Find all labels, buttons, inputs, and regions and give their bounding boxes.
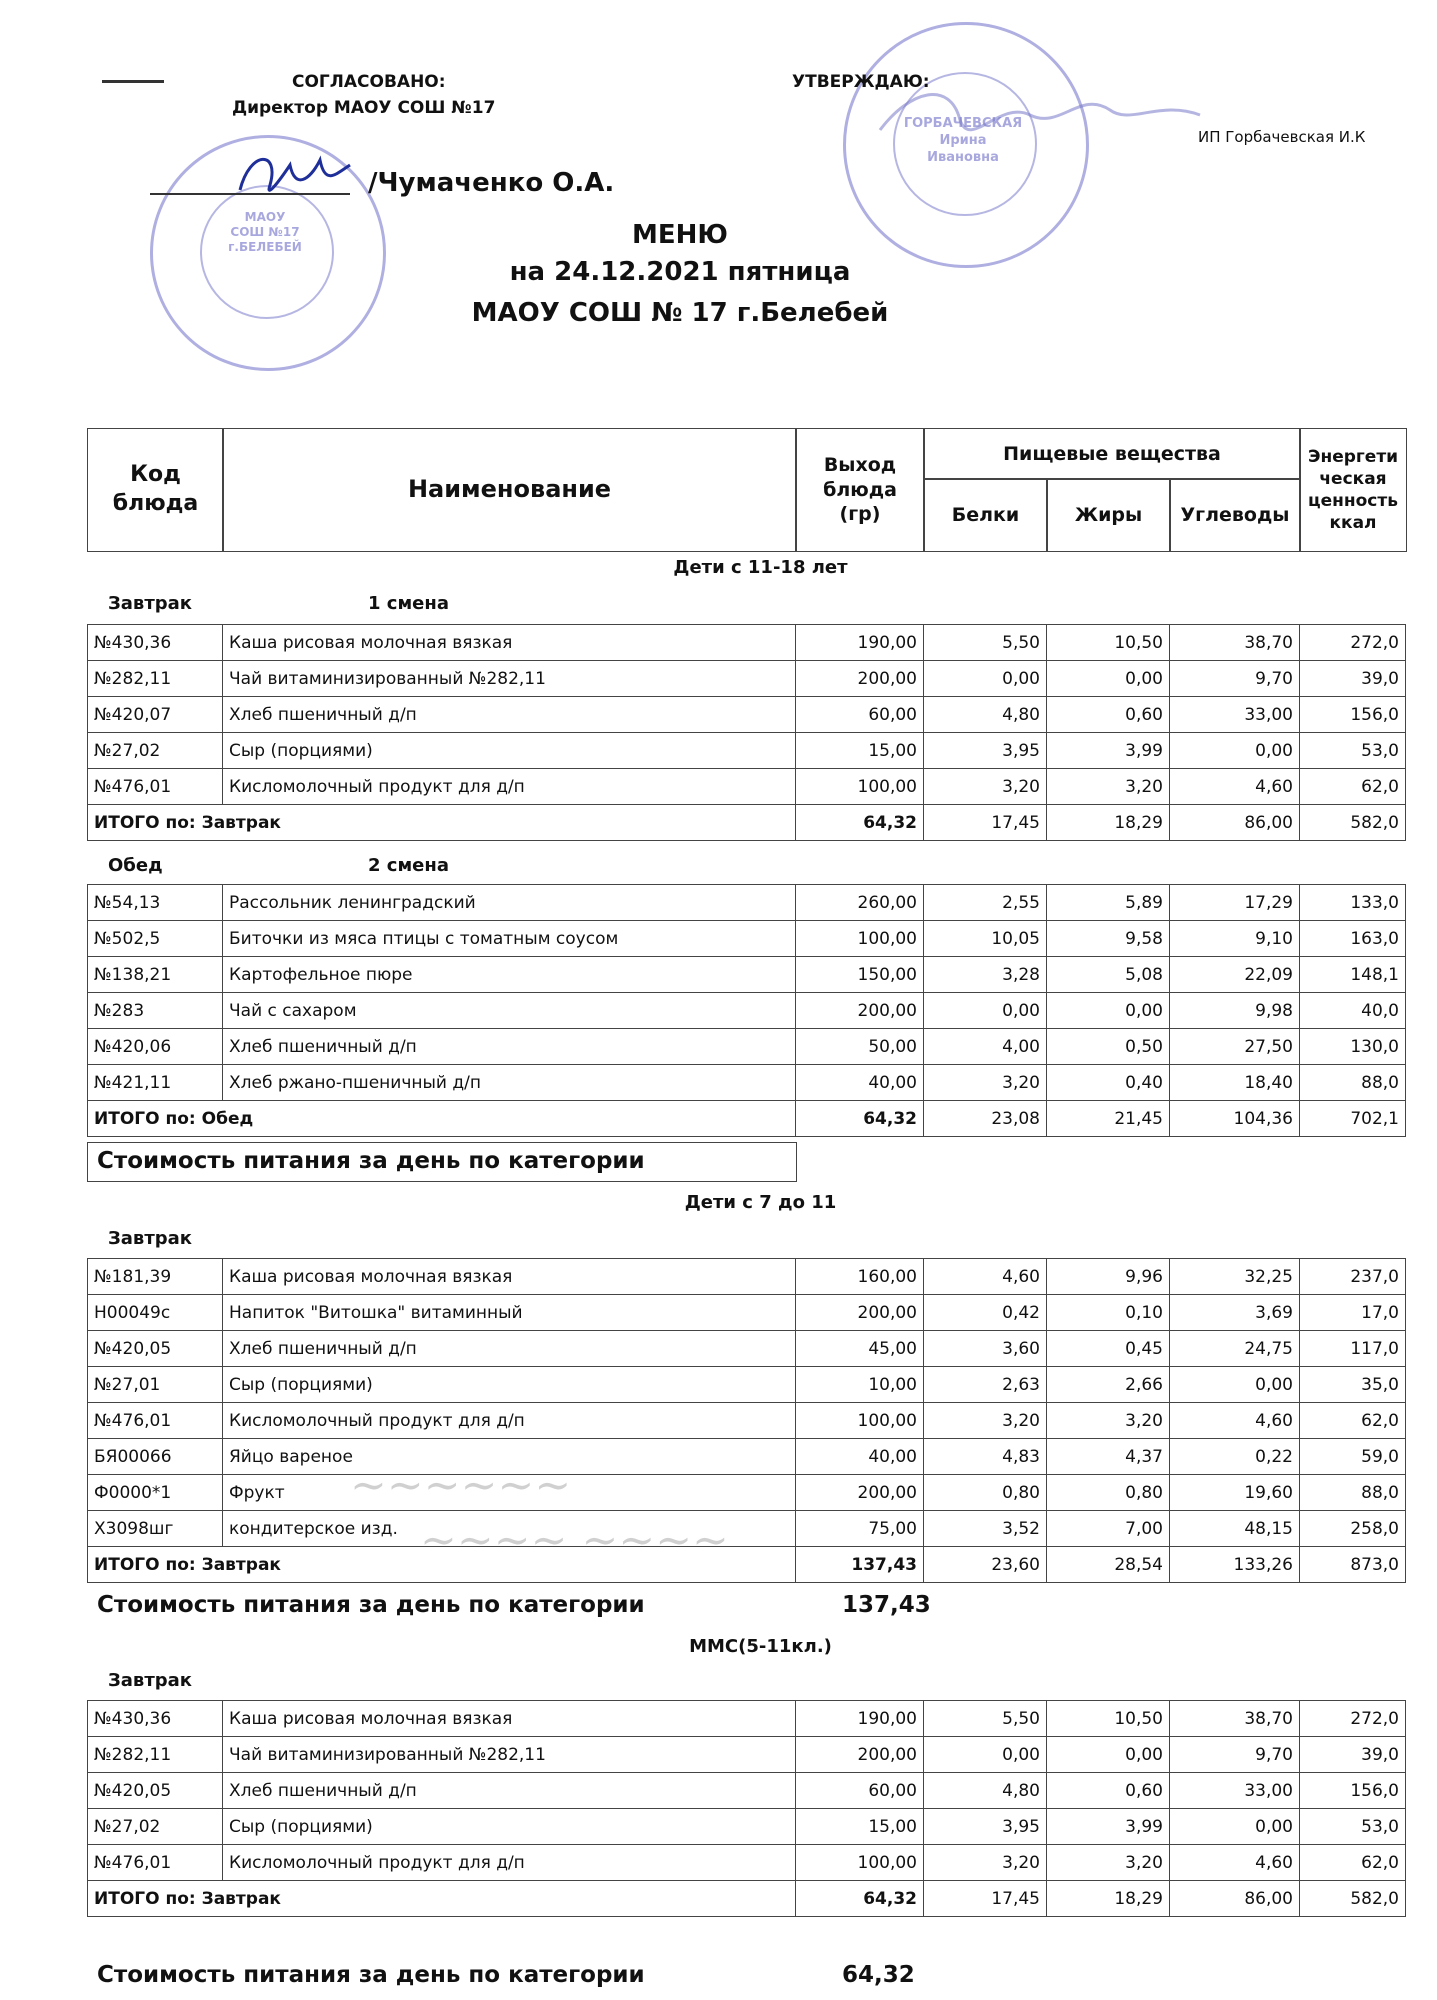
dish-fat: 9,58 — [1047, 921, 1170, 957]
dish-code: №476,01 — [88, 1403, 223, 1439]
dish-protein: 3,20 — [924, 1065, 1047, 1101]
dish-name: Сыр (порциями) — [223, 733, 796, 769]
dish-code: №430,36 — [88, 1701, 223, 1737]
dish-yield: 40,00 — [796, 1065, 924, 1101]
dish-code: №54,13 — [88, 885, 223, 921]
dish-protein: 3,95 — [924, 733, 1047, 769]
dish-yield: 10,00 — [796, 1367, 924, 1403]
meal-shift: 1 смена — [368, 593, 449, 614]
left-dash — [102, 80, 164, 83]
total-kcal: 582,0 — [1300, 1881, 1406, 1917]
col-header-energy: Энергети ческая ценность ккал — [1299, 428, 1407, 552]
dish-protein: 5,50 — [924, 1701, 1047, 1737]
table-row — [88, 1259, 1406, 1295]
dish-yield: 45,00 — [796, 1331, 924, 1367]
table-row — [88, 1331, 1406, 1367]
dish-protein: 4,83 — [924, 1439, 1047, 1475]
total-protein: 23,08 — [924, 1101, 1047, 1137]
table-row — [88, 885, 1406, 921]
table-row — [88, 1475, 1406, 1511]
table-row — [88, 1367, 1406, 1403]
school-stamp-text: МАОУ СОШ №17 г.БЕЛЕБЕЙ — [228, 210, 302, 254]
total-label: ИТОГО по: Завтрак — [88, 1547, 796, 1583]
total-kcal: 582,0 — [1300, 805, 1406, 841]
dish-carbs: 38,70 — [1170, 625, 1300, 661]
entrepreneur-stamp-text: ГОРБАЧЕВСКАЯ Ирина Ивановна — [903, 116, 1023, 165]
dish-protein: 10,05 — [924, 921, 1047, 957]
dish-kcal: 88,0 — [1300, 1475, 1406, 1511]
dish-carbs: 3,69 — [1170, 1295, 1300, 1331]
dish-carbs: 0,00 — [1170, 1367, 1300, 1403]
dish-name: Хлеб ржано-пшеничный д/п — [223, 1065, 796, 1101]
cost-value: 137,43 — [842, 1592, 931, 1618]
dish-protein: 0,00 — [924, 993, 1047, 1029]
dish-carbs: 9,98 — [1170, 993, 1300, 1029]
dish-name: Каша рисовая молочная вязкая — [223, 1259, 796, 1295]
dish-protein: 2,55 — [924, 885, 1047, 921]
dish-carbs: 0,22 — [1170, 1439, 1300, 1475]
total-kcal: 873,0 — [1300, 1547, 1406, 1583]
total-protein: 23,60 — [924, 1547, 1047, 1583]
dish-code: №27,01 — [88, 1367, 223, 1403]
dish-kcal: 39,0 — [1300, 1737, 1406, 1773]
dish-carbs: 27,50 — [1170, 1029, 1300, 1065]
dish-carbs: 9,70 — [1170, 1737, 1300, 1773]
entrepreneur-signature — [870, 70, 1230, 160]
dish-fat: 0,00 — [1047, 1737, 1170, 1773]
dish-kcal: 237,0 — [1300, 1259, 1406, 1295]
dish-yield: 75,00 — [796, 1511, 924, 1547]
dish-name: Хлеб пшеничный д/п — [223, 1029, 796, 1065]
table-row — [88, 921, 1406, 957]
dish-code: №430,36 — [88, 625, 223, 661]
dish-yield: 200,00 — [796, 661, 924, 697]
total-fat: 21,45 — [1047, 1101, 1170, 1137]
dish-kcal: 130,0 — [1300, 1029, 1406, 1065]
dish-kcal: 133,0 — [1300, 885, 1406, 921]
dish-name: Картофельное пюре — [223, 957, 796, 993]
dish-yield: 150,00 — [796, 957, 924, 993]
dish-code: №420,06 — [88, 1029, 223, 1065]
dish-name: Кисломолочный продукт для д/п — [223, 1403, 796, 1439]
dish-fat: 5,08 — [1047, 957, 1170, 993]
menu-table — [87, 1258, 1406, 1583]
dish-name: Каша рисовая молочная вязкая — [223, 1701, 796, 1737]
dish-carbs: 4,60 — [1170, 1845, 1300, 1881]
dish-yield: 15,00 — [796, 1809, 924, 1845]
dish-fat: 0,50 — [1047, 1029, 1170, 1065]
dish-yield: 40,00 — [796, 1439, 924, 1475]
dish-code: №421,11 — [88, 1065, 223, 1101]
director-signature — [220, 140, 360, 210]
total-label: ИТОГО по: Обед — [88, 1101, 796, 1137]
dish-fat: 10,50 — [1047, 1701, 1170, 1737]
table-row — [88, 1439, 1406, 1475]
dish-kcal: 39,0 — [1300, 661, 1406, 697]
meal-label: Завтрак — [108, 593, 193, 614]
dish-carbs: 0,00 — [1170, 733, 1300, 769]
dish-fat: 3,20 — [1047, 1845, 1170, 1881]
dish-fat: 3,20 — [1047, 769, 1170, 805]
menu-date: на 24.12.2021 пятница — [509, 257, 851, 287]
dish-yield: 100,00 — [796, 1403, 924, 1439]
total-label: ИТОГО по: Завтрак — [88, 1881, 796, 1917]
dish-protein: 3,52 — [924, 1511, 1047, 1547]
dish-name: Хлеб пшеничный д/п — [223, 1773, 796, 1809]
table-row — [88, 1737, 1406, 1773]
dish-carbs: 32,25 — [1170, 1259, 1300, 1295]
dish-kcal: 53,0 — [1300, 733, 1406, 769]
dish-name: Биточки из мяса птицы с томатным соусом — [223, 921, 796, 957]
dish-yield: 60,00 — [796, 697, 924, 733]
dish-yield: 100,00 — [796, 921, 924, 957]
dish-code: №138,21 — [88, 957, 223, 993]
dish-fat: 0,45 — [1047, 1331, 1170, 1367]
dish-carbs: 18,40 — [1170, 1065, 1300, 1101]
dish-yield: 190,00 — [796, 625, 924, 661]
total-kcal: 702,1 — [1300, 1101, 1406, 1137]
dish-code: №420,07 — [88, 697, 223, 733]
dish-fat: 0,80 — [1047, 1475, 1170, 1511]
director-name: /Чумаченко О.А. — [368, 168, 615, 198]
dish-yield: 200,00 — [796, 993, 924, 1029]
table-row — [88, 957, 1406, 993]
dish-kcal: 35,0 — [1300, 1367, 1406, 1403]
dish-fat: 3,99 — [1047, 733, 1170, 769]
cost-label: Стоимость питания за день по категории — [97, 1148, 645, 1174]
dish-protein: 0,00 — [924, 1737, 1047, 1773]
menu-title: МЕНЮ — [632, 220, 728, 250]
dish-name: Чай с сахаром — [223, 993, 796, 1029]
dish-carbs: 33,00 — [1170, 1773, 1300, 1809]
dish-protein: 2,63 — [924, 1367, 1047, 1403]
dish-fat: 0,60 — [1047, 1773, 1170, 1809]
dish-carbs: 9,70 — [1170, 661, 1300, 697]
dish-carbs: 4,60 — [1170, 769, 1300, 805]
meal-label: Завтрак — [108, 1670, 193, 1691]
dish-code: Ф0000*1 — [88, 1475, 223, 1511]
dish-kcal: 53,0 — [1300, 1809, 1406, 1845]
dish-name: Кисломолочный продукт для д/п — [223, 1845, 796, 1881]
table-row — [88, 993, 1406, 1029]
table-row — [88, 769, 1406, 805]
dish-carbs: 9,10 — [1170, 921, 1300, 957]
dish-fat: 5,89 — [1047, 885, 1170, 921]
dish-yield: 160,00 — [796, 1259, 924, 1295]
dish-yield: 200,00 — [796, 1295, 924, 1331]
dish-fat: 0,00 — [1047, 993, 1170, 1029]
dish-fat: 3,99 — [1047, 1809, 1170, 1845]
col-header-protein: Белки — [923, 478, 1048, 552]
dish-fat: 3,20 — [1047, 1403, 1170, 1439]
cost-value: 64,32 — [842, 1962, 915, 1988]
dish-kcal: 156,0 — [1300, 697, 1406, 733]
approved-label: СОГЛАСОВАНО: — [292, 72, 446, 92]
total-cost: 64,32 — [796, 1101, 924, 1137]
dish-carbs: 4,60 — [1170, 1403, 1300, 1439]
dish-carbs: 22,09 — [1170, 957, 1300, 993]
dish-kcal: 258,0 — [1300, 1511, 1406, 1547]
dish-kcal: 62,0 — [1300, 1403, 1406, 1439]
dish-name: Яйцо вареное — [223, 1439, 796, 1475]
dish-kcal: 117,0 — [1300, 1331, 1406, 1367]
dish-code: №27,02 — [88, 733, 223, 769]
dish-code: №27,02 — [88, 1809, 223, 1845]
dish-kcal: 148,1 — [1300, 957, 1406, 993]
meal-label: Завтрак — [108, 1228, 193, 1249]
dish-code: №476,01 — [88, 1845, 223, 1881]
dish-fat: 9,96 — [1047, 1259, 1170, 1295]
dish-kcal: 62,0 — [1300, 769, 1406, 805]
dish-carbs: 33,00 — [1170, 697, 1300, 733]
col-header-nutrients: Пищевые вещества — [923, 428, 1301, 480]
total-protein: 17,45 — [924, 805, 1047, 841]
table-row — [88, 697, 1406, 733]
dish-protein: 4,00 — [924, 1029, 1047, 1065]
dish-yield: 200,00 — [796, 1737, 924, 1773]
total-carbs: 86,00 — [1170, 1881, 1300, 1917]
dish-code: Н00049с — [88, 1295, 223, 1331]
total-cost: 137,43 — [796, 1547, 924, 1583]
meal-shift: 2 смена — [368, 855, 449, 876]
dish-name: Сыр (порциями) — [223, 1367, 796, 1403]
dish-kcal: 88,0 — [1300, 1065, 1406, 1101]
dish-name: Хлеб пшеничный д/п — [223, 697, 796, 733]
col-header-name: Наименование — [222, 428, 797, 552]
dish-fat: 0,00 — [1047, 661, 1170, 697]
dish-protein: 0,00 — [924, 661, 1047, 697]
dish-yield: 50,00 — [796, 1029, 924, 1065]
total-cost: 64,32 — [796, 805, 924, 841]
table-row — [88, 1701, 1406, 1737]
total-carbs: 86,00 — [1170, 805, 1300, 841]
table-row — [88, 1511, 1406, 1547]
table-row — [88, 1773, 1406, 1809]
col-header-carbs: Углеводы — [1169, 478, 1301, 552]
table-row — [88, 1065, 1406, 1101]
handwriting-scribble-2: ~~~~ ~~~~ — [420, 1515, 729, 1566]
table-row — [88, 733, 1406, 769]
dish-kcal: 40,0 — [1300, 993, 1406, 1029]
dish-protein: 0,80 — [924, 1475, 1047, 1511]
total-carbs: 133,26 — [1170, 1547, 1300, 1583]
cost-box — [87, 1142, 797, 1182]
total-row — [88, 1547, 1406, 1583]
dish-fat: 0,10 — [1047, 1295, 1170, 1331]
table-row — [88, 1809, 1406, 1845]
dish-name: Сыр (порциями) — [223, 1809, 796, 1845]
dish-name: Фрукт — [223, 1475, 796, 1511]
dish-code: №420,05 — [88, 1331, 223, 1367]
dish-code: №282,11 — [88, 1737, 223, 1773]
total-carbs: 104,36 — [1170, 1101, 1300, 1137]
dish-kcal: 156,0 — [1300, 1773, 1406, 1809]
dish-name: Каша рисовая молочная вязкая — [223, 625, 796, 661]
dish-protein: 4,60 — [924, 1259, 1047, 1295]
dish-yield: 15,00 — [796, 733, 924, 769]
menu-school: МАОУ СОШ № 17 г.Белебей — [471, 298, 889, 328]
dish-fat: 7,00 — [1047, 1511, 1170, 1547]
dish-kcal: 17,0 — [1300, 1295, 1406, 1331]
table-row — [88, 1845, 1406, 1881]
dish-carbs: 48,15 — [1170, 1511, 1300, 1547]
total-fat: 18,29 — [1047, 805, 1170, 841]
dish-code: Х3098шг — [88, 1511, 223, 1547]
dish-yield: 100,00 — [796, 1845, 924, 1881]
col-header-fat: Жиры — [1046, 478, 1171, 552]
table-row — [88, 1029, 1406, 1065]
dish-protein: 0,42 — [924, 1295, 1047, 1331]
dish-name: Кисломолочный продукт для д/п — [223, 769, 796, 805]
col-header-yield: Выход блюда (гр) — [795, 428, 925, 552]
dish-fat: 0,40 — [1047, 1065, 1170, 1101]
table-row — [88, 625, 1406, 661]
dish-fat: 0,60 — [1047, 697, 1170, 733]
dish-code: №181,39 — [88, 1259, 223, 1295]
dish-name: кондитерское изд. — [223, 1511, 796, 1547]
total-label: ИТОГО по: Завтрак — [88, 805, 796, 841]
dish-protein: 5,50 — [924, 625, 1047, 661]
dish-protein: 3,28 — [924, 957, 1047, 993]
cost-label: Стоимость питания за день по категории — [97, 1962, 645, 1988]
dish-protein: 3,95 — [924, 1809, 1047, 1845]
total-fat: 28,54 — [1047, 1547, 1170, 1583]
dish-name: Чай витаминизированный №282,11 — [223, 1737, 796, 1773]
dish-carbs: 17,29 — [1170, 885, 1300, 921]
dish-code: №476,01 — [88, 769, 223, 805]
dish-kcal: 59,0 — [1300, 1439, 1406, 1475]
total-row — [88, 805, 1406, 841]
col-header-code: Код блюда — [87, 428, 224, 552]
meal-label: Обед — [108, 855, 163, 876]
cost-label: Стоимость питания за день по категории — [97, 1592, 645, 1618]
total-row — [88, 1881, 1406, 1917]
dish-kcal: 62,0 — [1300, 1845, 1406, 1881]
dish-protein: 4,80 — [924, 1773, 1047, 1809]
dish-protein: 3,20 — [924, 1403, 1047, 1439]
section-title: ММС(5-11кл.) — [689, 1636, 832, 1657]
dish-protein: 4,80 — [924, 697, 1047, 733]
dish-yield: 260,00 — [796, 885, 924, 921]
section-title: Дети с 11-18 лет — [673, 557, 848, 578]
dish-protein: 3,20 — [924, 1845, 1047, 1881]
dish-fat: 4,37 — [1047, 1439, 1170, 1475]
dish-code: №420,05 — [88, 1773, 223, 1809]
dish-carbs: 19,60 — [1170, 1475, 1300, 1511]
dish-kcal: 272,0 — [1300, 1701, 1406, 1737]
dish-name: Чай витаминизированный №282,11 — [223, 661, 796, 697]
menu-table — [87, 884, 1406, 1137]
dish-code: №283 — [88, 993, 223, 1029]
dish-yield: 200,00 — [796, 1475, 924, 1511]
dish-code: №502,5 — [88, 921, 223, 957]
handwriting-scribble-1: ~~~~~~ — [350, 1460, 572, 1511]
dish-yield: 190,00 — [796, 1701, 924, 1737]
dish-kcal: 163,0 — [1300, 921, 1406, 957]
dish-yield: 100,00 — [796, 769, 924, 805]
director-label: Директор МАОУ СОШ №17 — [232, 98, 496, 118]
total-cost: 64,32 — [796, 1881, 924, 1917]
section-title: Дети с 7 до 11 — [684, 1192, 837, 1213]
dish-carbs: 24,75 — [1170, 1331, 1300, 1367]
dish-fat: 2,66 — [1047, 1367, 1170, 1403]
dish-protein: 3,60 — [924, 1331, 1047, 1367]
dish-code: №282,11 — [88, 661, 223, 697]
dish-kcal: 272,0 — [1300, 625, 1406, 661]
dish-protein: 3,20 — [924, 769, 1047, 805]
dish-code: БЯ00066 — [88, 1439, 223, 1475]
total-protein: 17,45 — [924, 1881, 1047, 1917]
table-row — [88, 1295, 1406, 1331]
dish-name: Хлеб пшеничный д/п — [223, 1331, 796, 1367]
table-row — [88, 1403, 1406, 1439]
dish-yield: 60,00 — [796, 1773, 924, 1809]
total-fat: 18,29 — [1047, 1881, 1170, 1917]
confirm-label: УТВЕРЖДАЮ: — [792, 72, 930, 92]
dish-carbs: 38,70 — [1170, 1701, 1300, 1737]
dish-name: Напиток "Витошка" витаминный — [223, 1295, 796, 1331]
menu-table — [87, 1700, 1406, 1917]
confirm-name: ИП Горбачевская И.К — [1198, 128, 1366, 146]
dish-carbs: 0,00 — [1170, 1809, 1300, 1845]
menu-table — [87, 624, 1406, 841]
dish-fat: 10,50 — [1047, 625, 1170, 661]
total-row — [88, 1101, 1406, 1137]
dish-name: Рассольник ленинградский — [223, 885, 796, 921]
table-row — [88, 661, 1406, 697]
